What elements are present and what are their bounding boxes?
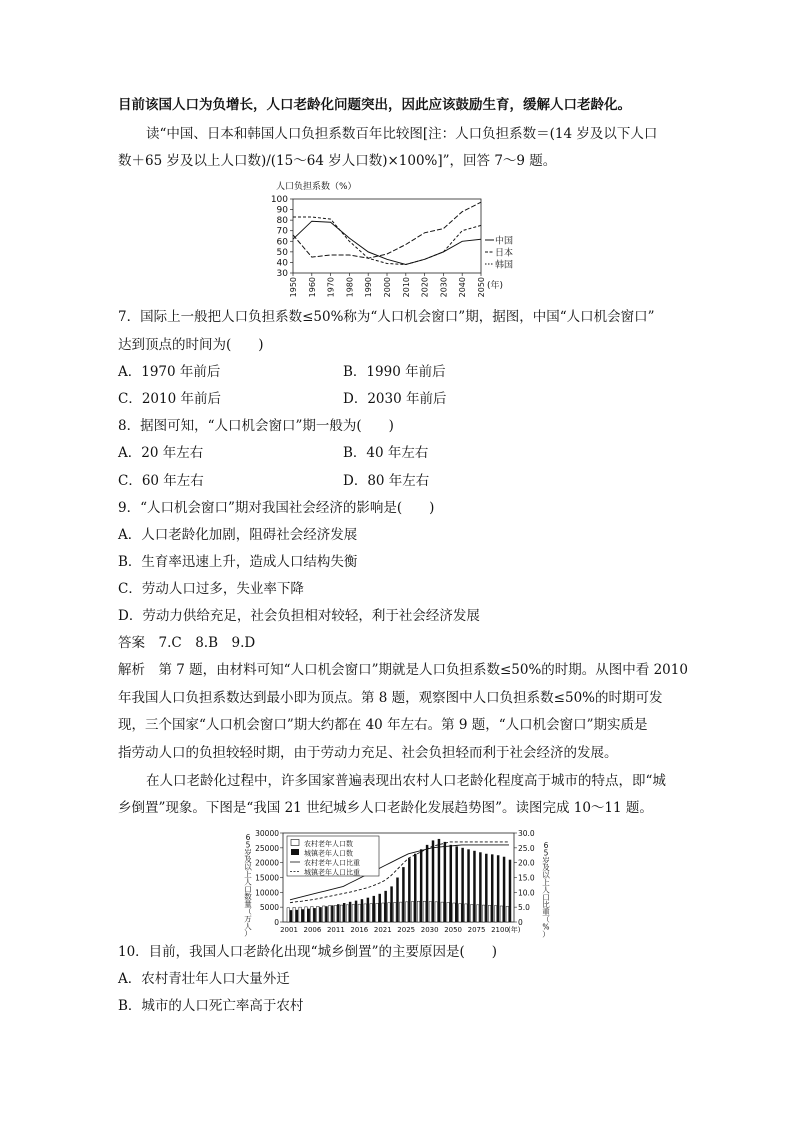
chart1-xtick-label: 1970 xyxy=(326,277,336,298)
chart2-xlabel: (年) xyxy=(508,926,521,934)
chart2-bar-urban xyxy=(491,854,493,922)
paragraph-line-1: 在人口老龄化过程中，许多国家普遍表现出农村人口老龄化程度高于城市的特点，即“城 xyxy=(146,773,666,789)
chart2-right-axis-char: （ xyxy=(542,915,550,924)
chart2-bar-rural xyxy=(417,901,419,922)
chart2-bar-rural xyxy=(305,907,307,922)
chart2-left-axis-char: 口 xyxy=(244,884,252,894)
chart2-bar-urban xyxy=(414,854,416,922)
chart2-right-tick-label: 10.0 xyxy=(518,888,535,898)
chart2-right-axis-char: 重 xyxy=(542,907,550,917)
chart2-bar-urban xyxy=(450,845,452,922)
chart2-bar-rural xyxy=(334,905,336,922)
chart2-left-axis-char: 人 xyxy=(244,921,252,931)
answer-line: 答案 7.C 8.B 9.D xyxy=(118,635,256,651)
chart2-bar-urban xyxy=(461,848,463,922)
chart1-ytick-label: 80 xyxy=(276,216,288,227)
chart2-bar-rural xyxy=(364,904,366,922)
chart1-xtick-label: 2040 xyxy=(458,277,468,298)
chart2-right-tick-label: 20.0 xyxy=(518,858,535,868)
chart2-right-axis-char: % xyxy=(542,922,550,932)
chart2-bar-rural xyxy=(459,904,461,922)
chart2-bar-rural xyxy=(435,902,437,922)
chart1-ytick-label: 70 xyxy=(276,226,288,237)
chart2-right-axis-char: 6 xyxy=(543,841,549,850)
chart2-bar-urban xyxy=(331,905,333,922)
chart2-bar-urban xyxy=(307,909,309,922)
chart2-bar-rural xyxy=(423,901,425,922)
chart2-bar-rural xyxy=(394,902,396,922)
option-7d[interactable]: D．2030 年前后 xyxy=(343,391,447,407)
chart2-bar-rural xyxy=(465,904,467,922)
chart2-bar-urban xyxy=(361,899,363,922)
chart2-xtick-label: 2011 xyxy=(326,926,345,934)
chart2-right-tick-label: 30.0 xyxy=(518,829,535,838)
option-9a[interactable]: A．人口老龄化加剧，阻碍社会经济发展 xyxy=(118,527,358,543)
chart2-right-axis-char: 上 xyxy=(542,878,550,887)
chart2-xtick-label: 2001 xyxy=(280,926,298,934)
chart2-right-tick-label: 15.0 xyxy=(518,873,535,883)
chart2-legend-label: 城镇老年人口比重 xyxy=(304,868,360,877)
instruction-line-2: 数＋65 岁及以上人口数)/(15～64 岁人口数)×100%]”，回答 7～9 题。 xyxy=(118,153,557,169)
chart2-bar-rural xyxy=(453,903,455,922)
chart2-right-tick-label: 5.0 xyxy=(518,903,530,913)
chart2-left-tick-label: 15000 xyxy=(255,873,279,883)
chart2-bar-rural xyxy=(317,906,319,922)
chart2-bar-rural xyxy=(411,902,413,922)
chart2-left-axis-char: 以 xyxy=(244,862,252,872)
chart1-xtick-label: 2010 xyxy=(401,277,411,298)
chart2-right-axis-char: 比 xyxy=(542,900,550,910)
chart2-bar-rural xyxy=(494,906,496,922)
question-8: 8．据图可知，“人口机会窗口”期一般为( ) xyxy=(118,418,394,434)
question-7: 7．国际上一般把人口负担系数≤50%称为“人口机会窗口”期，据图，中国“人口机会窗口” xyxy=(118,309,655,325)
chart2-left-axis-char: （ xyxy=(244,907,252,916)
chart2-bar-urban xyxy=(467,849,469,922)
chart2-bar-urban xyxy=(355,901,357,922)
chart2-xtick-label: 2050 xyxy=(444,926,463,934)
chart2-bar-urban xyxy=(509,860,511,922)
chart2-bar-rural xyxy=(482,905,484,922)
option-8b[interactable]: B．40 年左右 xyxy=(343,445,429,461)
option-10a[interactable]: A．农村青壮年人口大量外迁 xyxy=(118,971,290,987)
option-9d[interactable]: D．劳动力供给充足，社会负担相对较轻，利于社会经济发展 xyxy=(118,608,480,624)
chart2-legend-swatch xyxy=(291,840,299,846)
chart1-xlabel: (年) xyxy=(487,281,504,291)
chart1-xtick-label: 2030 xyxy=(439,277,449,298)
chart2-right-axis-char: 5 xyxy=(543,848,549,858)
chart2-bar-urban xyxy=(337,904,339,922)
chart2-bar-rural xyxy=(447,902,449,922)
chart2-bar-urban xyxy=(313,908,315,922)
chart2-legend-label: 城镇老年人口数 xyxy=(304,849,353,858)
chart1-xtick-label: 2020 xyxy=(420,277,430,298)
chart1-xtick-label: 1980 xyxy=(345,277,355,298)
chart2-left-tick-label: 25000 xyxy=(255,843,279,853)
chart2-bar-urban xyxy=(290,910,292,922)
chart2-bar-urban xyxy=(367,898,369,922)
chart2-bar-urban xyxy=(349,902,351,922)
chart2-bar-urban xyxy=(444,842,446,922)
chart2-bar-urban xyxy=(485,854,487,922)
chart2-xtick-label: 2016 xyxy=(350,926,369,934)
explanation-line-1: 解析 第 7 题，由材料可知“人口机会窗口”期就是人口负担系数≤50%的时期。从图中看 2010 xyxy=(118,662,688,678)
option-8c[interactable]: C．60 年左右 xyxy=(118,473,204,489)
chart2-bar-urban xyxy=(378,894,380,922)
chart2-bar-urban xyxy=(390,886,392,922)
chart2-bar-rural xyxy=(441,902,443,922)
chart1-ytick-label: 100 xyxy=(270,195,288,205)
chart2-left-axis-char: 数 xyxy=(244,892,252,902)
chart2-bar-rural xyxy=(352,904,354,922)
chart2-left-axis-char: 及 xyxy=(244,855,252,865)
chart2-bar-rural xyxy=(293,907,295,922)
chart1-ytick-label: 60 xyxy=(276,237,288,248)
chart2-right-axis-char: 口 xyxy=(542,892,550,902)
chart2-bar-rural xyxy=(429,902,431,922)
option-8a[interactable]: A．20 年左右 xyxy=(118,445,204,461)
option-7c[interactable]: C．2010 年前后 xyxy=(118,391,221,407)
chart2-bar-rural xyxy=(340,905,342,922)
chart1-xtick-label: 2050 xyxy=(477,277,486,298)
chart2-bar-urban xyxy=(438,839,440,922)
instruction-line-1: 读“中国、日本和韩国人口负担系数百年比较图[注：人口负担系数＝(14 岁及以下人口 xyxy=(146,126,658,142)
chart2-bar-urban xyxy=(432,840,434,922)
option-10b[interactable]: B．城市的人口死亡率高于农村 xyxy=(118,998,304,1014)
chart2-left-tick-label: 10000 xyxy=(255,888,279,898)
chart2-right-axis-char: 及 xyxy=(542,863,550,873)
chart2-left-axis-char: ） xyxy=(244,929,252,939)
chart2-bar-rural xyxy=(311,907,313,922)
chart2-right-axis-char: 人 xyxy=(542,885,550,895)
chart1-ytick-label: 50 xyxy=(276,247,288,258)
chart2-bar-rural xyxy=(405,902,407,922)
chart2-bar-urban xyxy=(402,867,404,922)
chart2-bar-urban xyxy=(373,896,375,922)
option-7a[interactable]: A．1970 年前后 xyxy=(118,364,221,380)
chart2-legend-label: 农村老年人口数 xyxy=(304,840,353,848)
option-7b[interactable]: B．1990 年前后 xyxy=(343,364,446,380)
option-9b[interactable]: B．生育率迅速上升，造成人口结构失衡 xyxy=(118,554,358,570)
chart2-bar-urban xyxy=(455,846,457,922)
chart1-legend-label: 韩国 xyxy=(495,260,514,271)
option-8d[interactable]: D．80 年左右 xyxy=(343,473,430,489)
chart2-bar-rural xyxy=(388,903,390,922)
chart1-ytick-label: 90 xyxy=(276,205,288,216)
chart2-right-axis-char: 以 xyxy=(542,870,550,880)
chart2-bar-rural xyxy=(346,905,348,922)
chart2-left-axis-char: 6 xyxy=(245,833,251,842)
chart2-left-axis-char: 上 xyxy=(244,870,252,879)
question-9: 9．“人口机会窗口”期对我国社会经济的影响是( ) xyxy=(118,500,435,516)
chart2-left-axis-char: 岁 xyxy=(244,847,252,857)
chart1-ytick-label: 40 xyxy=(276,258,288,269)
chart2-bar-rural xyxy=(488,905,490,922)
chart2-bar-urban xyxy=(479,852,481,922)
chart2-bar-rural xyxy=(323,906,325,922)
chart2-bar-rural xyxy=(299,907,301,922)
chart1-legend-label: 日本 xyxy=(495,248,514,259)
chart2-bar-urban xyxy=(420,849,422,922)
chart2-xtick-label: 2075 xyxy=(467,926,486,934)
paragraph-line-2: 乡倒置”现象。下图是“我国 21 世纪城乡人口老龄化发展趋势图”。读图完成 10～11 题。 xyxy=(118,800,653,816)
chart2-bar-urban xyxy=(408,858,410,922)
chart2-bar-rural xyxy=(376,903,378,922)
option-9c[interactable]: C．劳动人口过多，失业率下降 xyxy=(118,581,304,597)
chart2-left-tick-label: 20000 xyxy=(255,858,279,868)
chart2-bar-urban xyxy=(396,878,398,923)
chart2-right-tick-label: 25.0 xyxy=(518,843,535,853)
chart2-left-tick-label: 0 xyxy=(274,918,279,927)
chart2-xtick-label: 2021 xyxy=(373,926,392,934)
chart2-xtick-label: 2030 xyxy=(420,926,439,934)
intro-line: 目前该国人口为负增长，人口老龄化问题突出，因此应该鼓励生育，缓解人口老龄化。 xyxy=(118,97,631,113)
chart2-bar-rural xyxy=(500,906,502,922)
chart2-bar-rural xyxy=(506,906,508,922)
chart2-bar-urban xyxy=(343,903,345,922)
chart2-xtick-label: 2025 xyxy=(397,926,416,934)
question-7-stem: 达到顶点的时间为( ) xyxy=(118,337,264,353)
chart2-xtick-label: 2006 xyxy=(303,926,322,934)
chart2-left-axis-char: 量 xyxy=(244,899,252,909)
chart2-bar-urban xyxy=(473,851,475,922)
chart2-legend-swatch xyxy=(291,849,299,855)
chart2-bar-urban xyxy=(497,855,499,922)
chart1-legend-label: 中国 xyxy=(495,236,514,247)
explanation-line-2: 年我国人口负担系数达到最小即为顶点。第 8 题，观察图中人口负担系数≤50%的时期可发 xyxy=(118,690,663,706)
chart1-xtick-label: 1950 xyxy=(289,277,298,298)
chart2-bar-rural xyxy=(370,904,372,922)
chart2-bar-rural xyxy=(471,904,473,922)
chart2-bar-rural xyxy=(382,903,384,922)
chart2-bar-rural xyxy=(400,902,402,922)
chart1-xtick-label: 1960 xyxy=(307,277,317,298)
chart2-right-tick-label: 0 xyxy=(518,918,523,927)
explanation-line-3: 现，三个国家“人口机会窗口”期大约都在 40 年左右。第 9 题，“人口机会窗口”期实质是 xyxy=(118,717,648,733)
chart2-bar-urban xyxy=(296,910,298,922)
chart2-left-axis-char: 人 xyxy=(244,877,252,887)
chart1-xtick-label: 2000 xyxy=(383,277,392,298)
chart2-left-axis-char: 万 xyxy=(244,914,252,924)
chart2-bar-rural xyxy=(476,905,478,922)
explanation-line-4: 指劳动人口的负担较轻时期，由于劳动力充足、社会负担轻而利于社会经济的发展。 xyxy=(118,745,618,761)
chart2-bar-rural xyxy=(287,908,289,922)
chart2-legend-label: 农村老年人口比重 xyxy=(304,859,360,867)
chart2-bar-urban xyxy=(325,906,327,922)
chart2-right-axis-char: 岁 xyxy=(542,855,550,865)
chart2-xtick-label: 2100 xyxy=(491,926,509,934)
chart2-left-tick-label: 30000 xyxy=(255,829,279,838)
chart1-xtick-label: 1990 xyxy=(364,277,374,298)
chart1-title: 人口负担系数（%） xyxy=(276,182,357,192)
chart2-bar-rural xyxy=(328,906,330,922)
chart2-bar-urban xyxy=(426,845,428,922)
chart2-bar-urban xyxy=(503,857,505,922)
chart1-ytick-label: 30 xyxy=(276,269,288,279)
chart2-bar-rural xyxy=(358,904,360,922)
chart2-bar-urban xyxy=(302,909,304,922)
chart2-left-axis-char: 5 xyxy=(245,840,251,850)
chart2-left-tick-label: 5000 xyxy=(259,903,279,913)
question-10: 10．目前，我国人口老龄化出现“城乡倒置”的主要原因是( ) xyxy=(118,944,498,960)
chart2-right-axis-char: ） xyxy=(542,929,550,939)
chart2-bar-urban xyxy=(384,891,386,922)
chart2-bar-urban xyxy=(319,907,321,922)
